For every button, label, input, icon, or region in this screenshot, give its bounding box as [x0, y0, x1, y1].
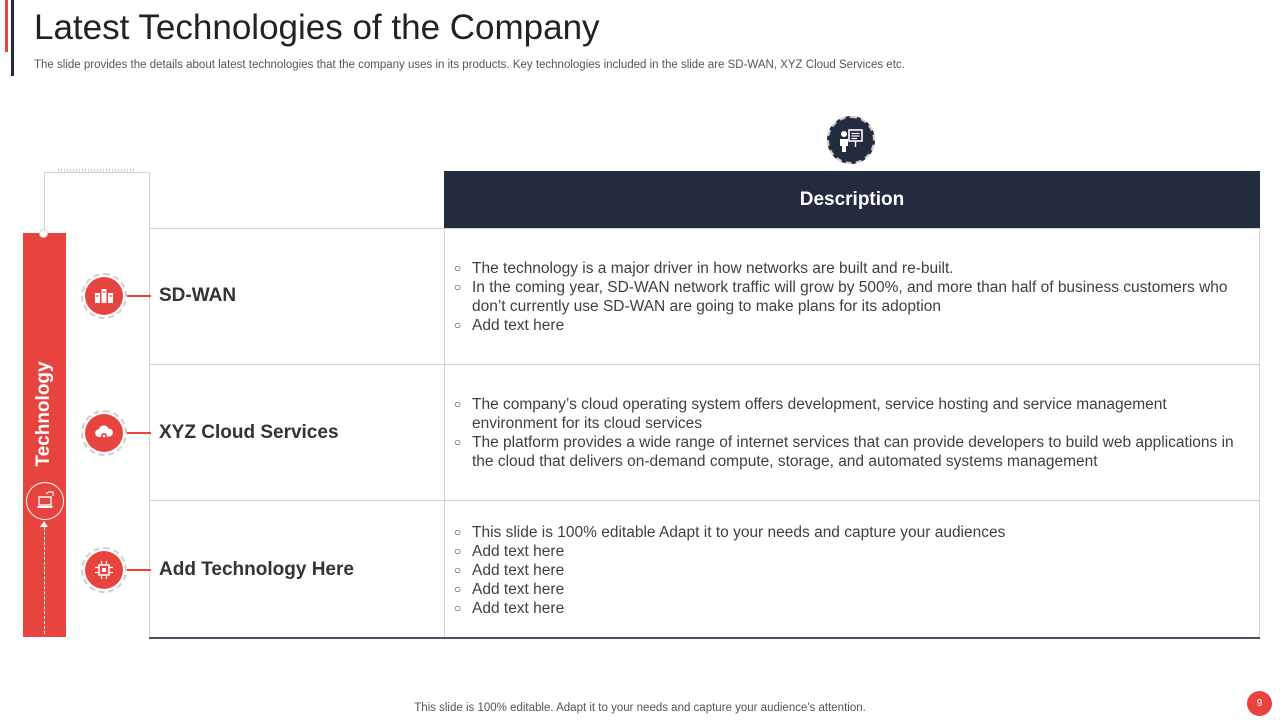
page-number-badge: [1247, 691, 1272, 716]
server-icon: [81, 273, 127, 319]
list-item: ○ The technology is a major driver in how networks are built and re-built.: [454, 259, 1244, 278]
technology-name: Add Technology Here: [159, 559, 354, 580]
list-item: ○ Add text here: [454, 316, 1244, 335]
table-row-divider: [149, 500, 1260, 501]
list-item: ○ The company’s cloud operating system offers development, service hosting and service management environment for its cloud services: [454, 395, 1244, 433]
technology-name: XYZ Cloud Services: [159, 422, 339, 443]
presentation-icon: [827, 116, 875, 164]
cloud-gear-icon: [81, 410, 127, 456]
dashed-line: [44, 522, 45, 634]
table-bottom-border: [149, 637, 1260, 639]
description-list: [454, 395, 1244, 471]
chip-icon: [81, 547, 127, 593]
list-item: ○ The platform provides a wide range of internet services that can provide developers to build web applications in the cloud that delivers on-demand compute, storage, and automated systems management: [454, 433, 1244, 471]
page-number: 9: [1256, 698, 1263, 709]
page-title: Latest Technologies of the Company: [34, 8, 600, 47]
description-list: [454, 523, 1244, 618]
footer-note: This slide is 100% editable. Adapt it to your needs and capture your audience's attention.: [414, 702, 866, 714]
table-column-divider: [444, 228, 445, 638]
list-item: ○ Add text here: [454, 561, 1244, 580]
table-right-border: [1259, 228, 1260, 638]
bar-connector: [44, 173, 45, 231]
row-connector: [127, 295, 151, 297]
page-subtitle: The slide provides the details about latest technologies that the company uses in its products. Key technologies included in the slide are SD-WAN, XYZ Cloud Services etc.: [34, 59, 905, 71]
title-accent-red: [5, 0, 8, 52]
table-row-divider: [149, 364, 1260, 365]
description-header-label: Description: [799, 188, 905, 210]
title-accent-dark: [11, 0, 14, 76]
description-header: [444, 171, 1260, 228]
list-item: ○ Add text here: [454, 542, 1244, 561]
technology-name: SD-WAN: [159, 285, 237, 306]
list-item: ○ Add text here: [454, 599, 1244, 618]
bar-connector: [44, 172, 150, 173]
bar-top-dot: [39, 229, 48, 238]
description-list: [454, 259, 1244, 335]
list-item: ○ This slide is 100% editable Adapt it to your needs and capture your audiences: [454, 523, 1244, 542]
row-connector: [127, 432, 151, 434]
technology-side-label: Technology: [33, 361, 54, 467]
table-row-divider: [149, 228, 1260, 229]
list-item: ○ In the coming year, SD-WAN network traffic will grow by 500%, and more than half of business customers who don’t currently use SD-WAN are going to make plans for its adoption: [454, 278, 1244, 316]
laptop-network-icon: [26, 482, 64, 520]
list-item: ○ Add text here: [454, 580, 1244, 599]
row-connector: [127, 569, 151, 571]
